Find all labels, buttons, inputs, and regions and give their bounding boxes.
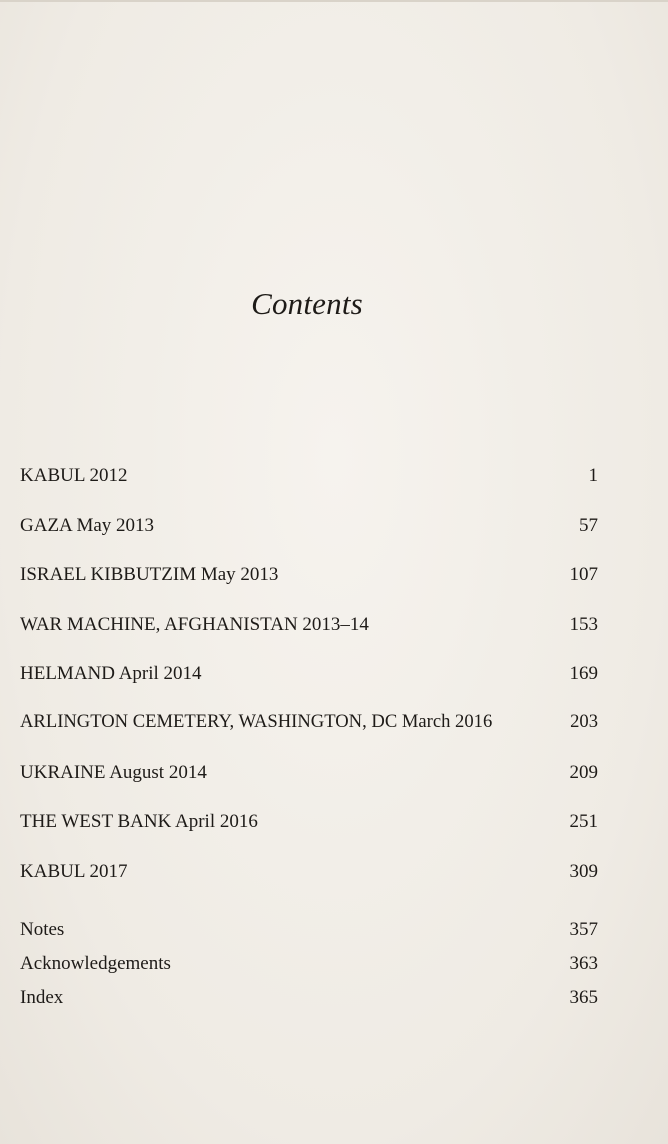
toc-entry-title: UKRAINE August 2014 <box>20 762 207 783</box>
toc-entry-page: 209 <box>569 762 598 783</box>
toc-entry-page: 169 <box>569 663 598 684</box>
toc-entry-title: ISRAEL KIBBUTZIM May 2013 <box>20 564 279 585</box>
page-title: Contents <box>251 286 363 321</box>
page-edge <box>0 0 668 2</box>
toc-entry <box>20 987 598 1009</box>
toc-entry-page: 309 <box>569 861 598 882</box>
toc-entry-title: THE WEST BANK April 2016 <box>20 811 258 832</box>
toc-entry <box>20 614 598 636</box>
toc-entry-title: Notes <box>20 919 65 940</box>
toc-entry-page: 251 <box>569 811 598 832</box>
toc-entry-page: 203 <box>570 711 598 732</box>
toc-entry <box>20 663 598 685</box>
toc-entry <box>20 861 598 883</box>
toc-entry <box>20 953 598 975</box>
toc-entry-title: HELMAND April 2014 <box>20 663 202 684</box>
toc-entry <box>20 465 598 487</box>
toc-entry-title: WAR MACHINE, AFGHANISTAN 2013–14 <box>20 614 369 635</box>
toc-entry <box>20 564 598 586</box>
toc-entry-page: 57 <box>579 515 598 536</box>
toc-entry <box>20 811 598 833</box>
toc-entry-page: 1 <box>588 465 598 486</box>
toc-entry-title: KABUL 2017 <box>20 861 128 882</box>
toc-entry-title: KABUL 2012 <box>20 465 128 486</box>
toc-entry <box>20 515 598 537</box>
toc-entry-title: Acknowledgements <box>20 953 171 974</box>
toc-entry-page: 363 <box>569 953 598 974</box>
toc-entry-page: 365 <box>569 987 598 1008</box>
toc-entry-page: 153 <box>569 614 598 635</box>
toc-entry <box>20 919 598 941</box>
toc-entry <box>20 711 598 733</box>
toc-entry-title: ARLINGTON CEMETERY, WASHINGTON, DC March 2016 <box>20 711 493 732</box>
toc-entry-page: 357 <box>569 919 598 940</box>
toc-entry <box>20 762 598 784</box>
toc-entry-title: GAZA May 2013 <box>20 515 155 536</box>
toc-entry-title: Index <box>20 987 64 1008</box>
toc-entry-page: 107 <box>569 564 598 585</box>
